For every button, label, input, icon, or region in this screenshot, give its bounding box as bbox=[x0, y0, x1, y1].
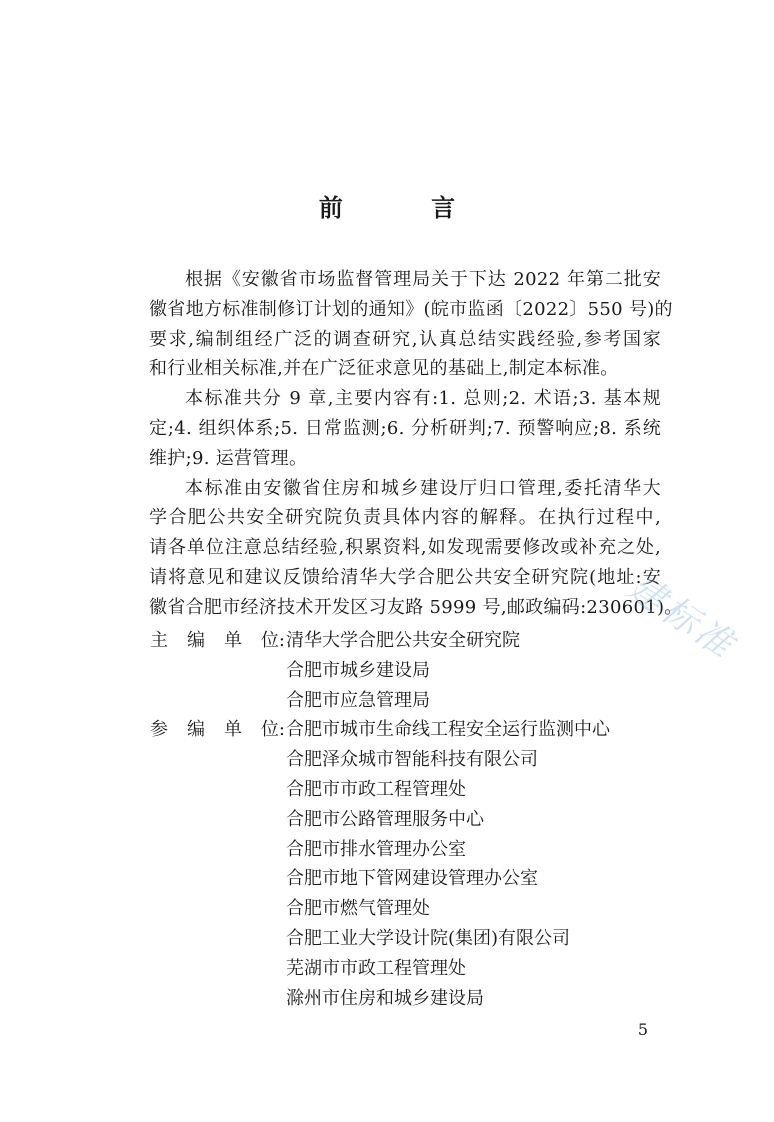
paragraph-line: 本标准由安徽省住房和城乡建设厅归口管理,委托清华大 bbox=[185, 477, 661, 499]
paragraph-line: 本标准共分 9 章,主要内容有:1. 总则;2. 术语;3. 基本规 bbox=[185, 388, 661, 410]
participating-unit-name: 合肥市燃气管理处 bbox=[286, 898, 430, 920]
participating-unit-name: 合肥市城市生命线工程安全运行监测中心 bbox=[286, 719, 610, 741]
paragraph-line: 维护;9. 运营管理。 bbox=[149, 447, 308, 469]
participating-unit-name: 合肥市排水管理办公室 bbox=[286, 838, 466, 860]
paragraph-chapters bbox=[113, 384, 661, 473]
paragraph-line: 徽省地方标准制修订计划的通知》(皖市监函〔2022〕550 号)的 bbox=[149, 298, 673, 320]
paragraph-line: 请各单位注意总结经验,积累资料,如发现需要修改或补充之处, bbox=[149, 537, 661, 559]
participating-unit-row bbox=[150, 715, 610, 745]
paragraph-line: 要求,编制组经广泛的调查研究,认真总结实践经验,参考国家 bbox=[149, 328, 661, 350]
paragraph-line: 和行业相关标准,并在广泛征求意见的基础上,制定本标准。 bbox=[149, 358, 619, 380]
chief-unit-row bbox=[150, 626, 610, 656]
label-char: 主 bbox=[150, 630, 168, 651]
paragraph-line: 定;4. 组织体系;5. 日常监测;6. 分析研判;7. 预警响应;8. 系统 bbox=[149, 417, 661, 439]
page-number: 5 bbox=[637, 1020, 648, 1039]
label-char: 编 bbox=[186, 630, 205, 651]
participating-unit-name: 合肥市地下管网建设管理办公室 bbox=[286, 868, 538, 890]
label-char: 位: bbox=[260, 719, 285, 741]
preface-body bbox=[113, 265, 683, 623]
organization-list bbox=[150, 626, 610, 1013]
label-char: 位: bbox=[260, 630, 285, 651]
participating-unit-name: 合肥工业大学设计院(集团)有限公司 bbox=[286, 927, 571, 949]
paragraph-line: 徽省合肥市经济技术开发区习友路 5999 号,邮政编码:230601)。 bbox=[149, 596, 683, 618]
label-char: 编 bbox=[186, 719, 205, 741]
label-char: 参 bbox=[150, 719, 168, 741]
participating-unit-name: 芜湖市市政工程管理处 bbox=[286, 957, 466, 979]
chief-unit-name: 合肥市应急管理局 bbox=[286, 689, 430, 711]
label-char: 单 bbox=[223, 630, 242, 651]
paragraph-administration bbox=[113, 474, 683, 623]
page-title: 前 言 bbox=[318, 194, 496, 222]
paragraph-line: 根据《安徽省市场监督管理局关于下达 2022 年第二批安 bbox=[185, 269, 661, 290]
chief-unit-label bbox=[150, 626, 285, 656]
participating-unit-name: 合肥市公路管理服务中心 bbox=[286, 808, 484, 830]
participating-unit-label bbox=[150, 715, 285, 745]
paragraph-line: 请将意见和建议反馈给清华大学合肥公共安全研究院(地址:安 bbox=[149, 566, 661, 588]
participating-unit-name: 合肥市市政工程管理处 bbox=[286, 778, 466, 800]
paragraph-legal-basis bbox=[113, 265, 673, 384]
watermark: 建标准 bbox=[620, 566, 744, 668]
participating-unit-name: 合肥泽众城市智能科技有限公司 bbox=[286, 749, 538, 771]
paragraph-line: 学合肥公共安全研究院负责具体内容的解释。在执行过程中, bbox=[149, 507, 661, 529]
chief-unit-name: 合肥市城乡建设局 bbox=[286, 659, 430, 681]
label-char: 单 bbox=[223, 719, 242, 741]
participating-unit-name: 滁州市住房和城乡建设局 bbox=[286, 987, 484, 1009]
chief-unit-name: 清华大学合肥公共安全研究院 bbox=[286, 630, 520, 651]
